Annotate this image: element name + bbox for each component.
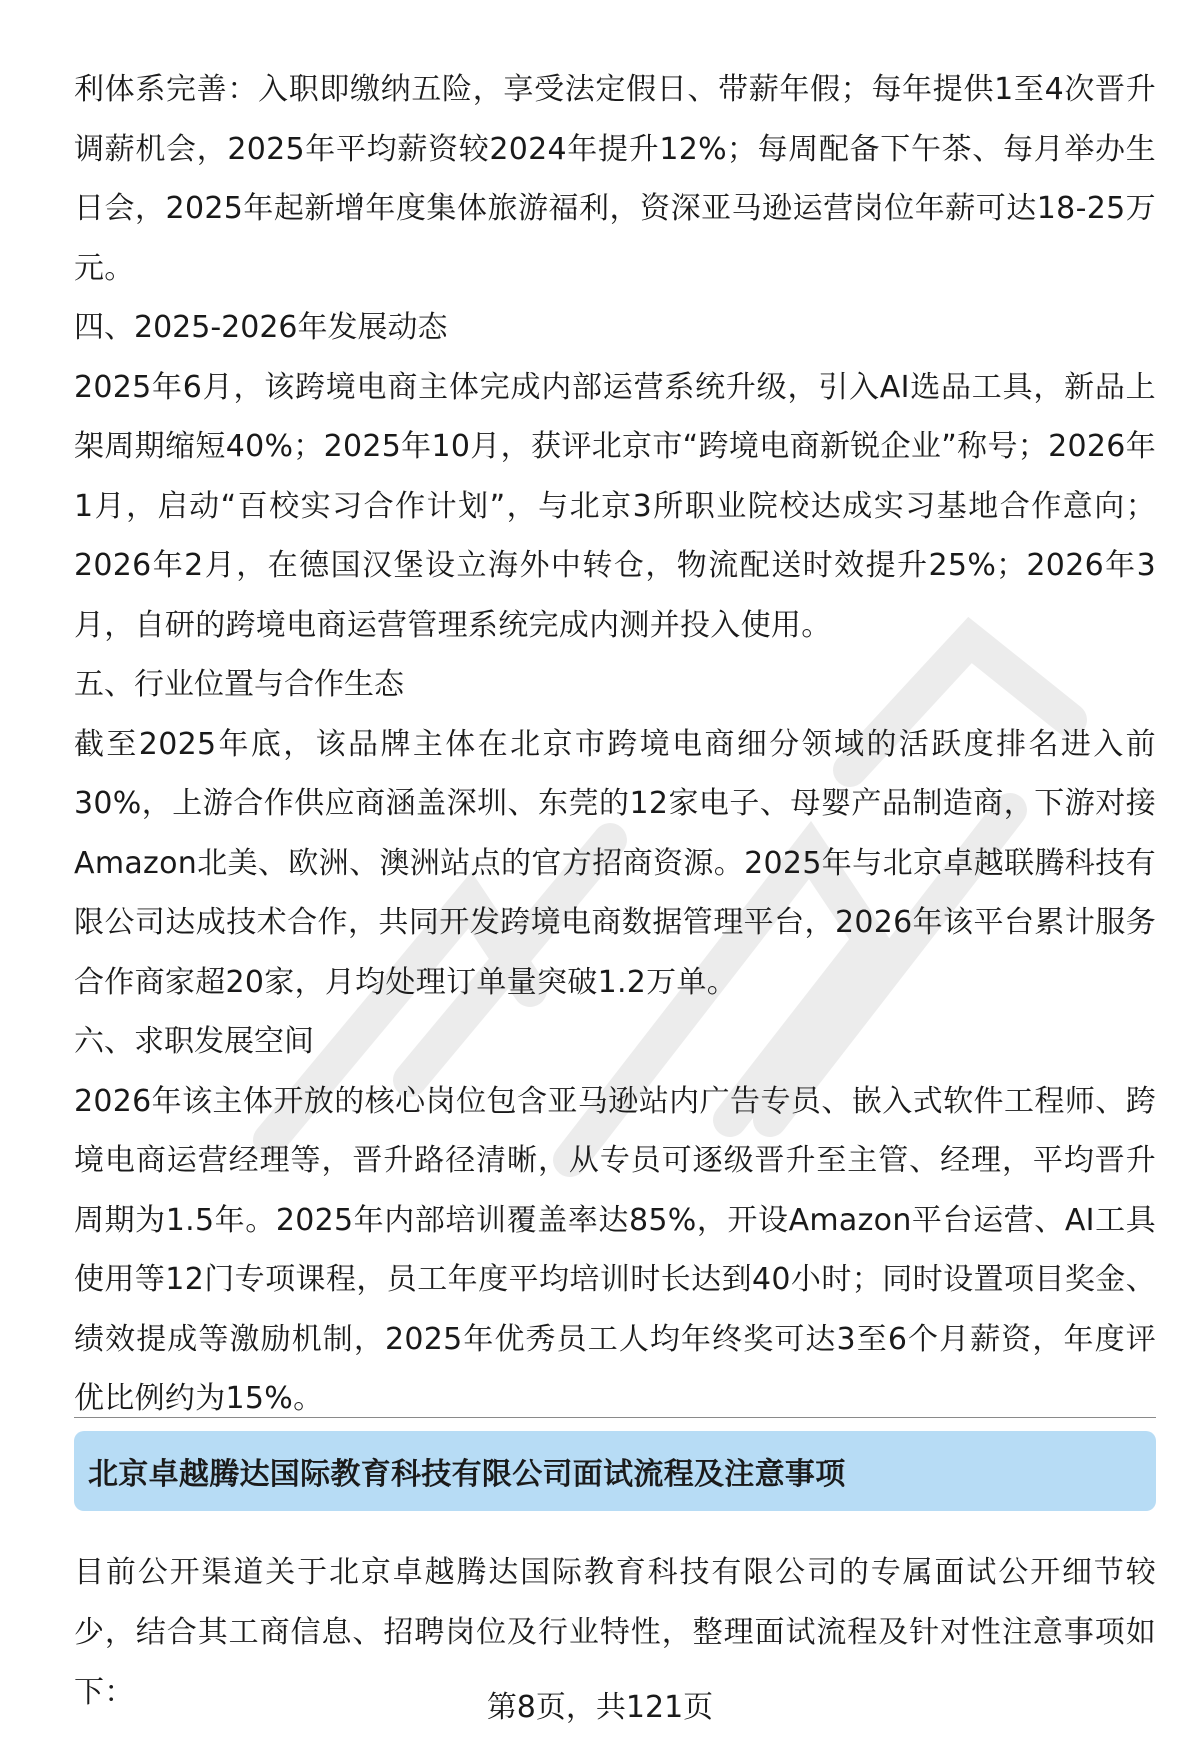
heading-career: 六、求职发展空间 <box>74 1024 314 1059</box>
section-title: 北京卓越腾达国际教育科技有限公司面试流程及注意事项 <box>88 1457 846 1492</box>
paragraph-development: 2025年6月，该跨境电商主体完成内部运营系统升级，引入AI选品工具，新品上架周期缩短40%；2025年10月，获评北京市“跨境电商新锐企业”称号；2026年1月，启动“百校实习合作计划”，与北京3所职业院校达成实习基地合作意向；2026年2月，在德国汉堡设立海外中转仓，物流配送时效提升25%；2026年3月，自研的跨境电商运营管理系统完成内测并投入使用。 <box>74 369 1156 643</box>
document-body <box>74 60 1156 1429</box>
page-number: 第8页，共121页 <box>486 1690 714 1725</box>
paragraph-industry: 截至2025年底，该品牌主体在北京市跨境电商细分领域的活跃度排名进入前30%，上游合作供应商涵盖深圳、东莞的12家电子、母婴产品制造商，下游对接Amazon北美、欧洲、澳洲站点的官方招商资源。2025年与北京卓越联腾科技有限公司达成技术合作，共同开发跨境电商数据管理平台，2026年该平台累计服务合作商家超20家，月均处理订单量突破1.2万单。 <box>74 726 1156 1000</box>
paragraph-interview-intro: 目前公开渠道关于北京卓越腾达国际教育科技有限公司的专属面试公开细节较少，结合其工商信息、招聘岗位及行业特性，整理面试流程及针对性注意事项如下： <box>74 1555 1156 1710</box>
heading-development: 四、2025-2026年发展动态 <box>74 310 448 345</box>
heading-industry: 五、行业位置与合作生态 <box>74 667 404 702</box>
paragraph-benefits: 利体系完善：入职即缴纳五险，享受法定假日、带薪年假；每年提供1至4次晋升调薪机会，2025年平均薪资较2024年提升12%；每周配备下午茶、每月举办生日会，2025年起新增年度集体旅游福利，资深亚马逊运营岗位年薪可达18-25万元。 <box>74 72 1156 286</box>
section-title-banner <box>74 1431 1156 1511</box>
section-divider <box>74 1417 1156 1418</box>
paragraph-career: 2026年该主体开放的核心岗位包含亚马逊站内广告专员、嵌入式软件工程师、跨境电商运营经理等，晋升路径清晰，从专员可逐级晋升至主管、经理，平均晋升周期为1.5年。2025年内部培训覆盖率达85%，开设Amazon平台运营、AI工具使用等12门专项课程，员工年度平均培训时长达到40小时；同时设置项目奖金、绩效提成等激励机制，2025年优秀员工人均年终奖可达3至6个月薪资，年度评优比例约为15%。 <box>74 1083 1156 1416</box>
